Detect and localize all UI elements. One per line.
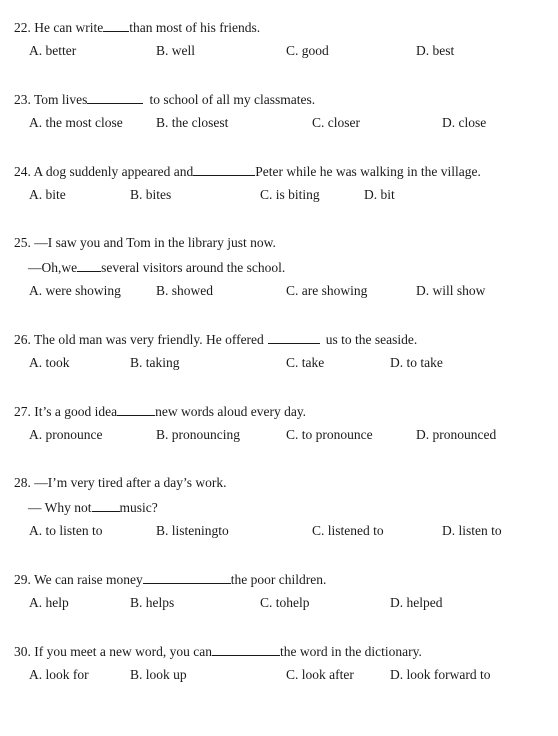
question-27 [14, 403, 306, 420]
question-stem: 29. We can raise money [14, 572, 143, 587]
option-a: A. the most close [29, 115, 123, 130]
option-b: B. helps [130, 595, 175, 610]
option-b: B. listeningto [156, 523, 229, 538]
question-stem: — Why not [28, 500, 92, 515]
question-28: 28. —I’m very tired after a day’s work. [14, 475, 227, 490]
option-c: C. good [286, 43, 329, 58]
question-stem: 23. Tom lives [14, 92, 88, 107]
answer-blank [92, 499, 120, 512]
option-b: B. bites [130, 187, 172, 202]
option-d: D. will show [416, 283, 486, 298]
question-24 [14, 163, 481, 180]
option-a: A. were showing [29, 283, 121, 298]
option-a: A. look for [29, 667, 89, 682]
question-stem: Peter while he was walking in the village. [255, 164, 481, 179]
question-25-response [28, 259, 285, 276]
option-a: A. bite [29, 187, 66, 202]
option-d: D. pronounced [416, 427, 497, 442]
option-b: B. pronouncing [156, 427, 240, 442]
option-b: B. taking [130, 355, 180, 370]
option-b: B. showed [156, 283, 213, 298]
option-c: C. listened to [312, 523, 384, 538]
answer-blank [268, 331, 320, 344]
question-30 [14, 643, 422, 660]
option-c: C. tohelp [260, 595, 310, 610]
option-b: B. look up [130, 667, 187, 682]
answer-blank [212, 643, 280, 656]
option-c: C. is biting [260, 187, 320, 202]
option-c: C. to pronounce [286, 427, 373, 442]
option-d: D. helped [390, 595, 443, 610]
question-stem: than most of his friends. [129, 20, 261, 35]
question-stem: us to the seaside. [325, 332, 418, 347]
question-stem: the poor children. [230, 572, 327, 587]
option-a: A. took [29, 355, 70, 370]
question-stem: 30. If you meet a new word, you can [14, 644, 212, 659]
answer-blank [77, 259, 101, 272]
question-26 [14, 331, 417, 348]
question-22 [14, 19, 260, 36]
option-b: B. the closest [156, 115, 229, 130]
question-28-response [28, 499, 158, 516]
question-stem: 27. It’s a good idea [14, 404, 118, 419]
question-stem: 22. He can write [14, 20, 104, 35]
answer-blank [103, 19, 129, 32]
answer-blank [143, 571, 231, 584]
question-25: 25. —I saw you and Tom in the library just now. [14, 235, 276, 250]
question-stem: 24. A dog suddenly appeared and [14, 164, 194, 179]
option-b: B. well [156, 43, 195, 58]
answer-blank [87, 91, 143, 104]
option-d: D. best [416, 43, 455, 58]
option-a: A. better [29, 43, 77, 58]
question-stem: music? [119, 500, 158, 515]
question-stem: to school of all my classmates. [149, 92, 316, 107]
answer-blank [193, 163, 255, 176]
option-c: C. take [286, 355, 325, 370]
question-23 [14, 91, 315, 108]
option-a: A. pronounce [29, 427, 103, 442]
question-stem: new words aloud every day. [155, 404, 307, 419]
question-stem: 26. The old man was very friendly. He offered [14, 332, 264, 347]
question-stem: several visitors around the school. [101, 260, 286, 275]
option-a: A. help [29, 595, 69, 610]
option-d: D. to take [390, 355, 443, 370]
option-c: C. closer [312, 115, 360, 130]
question-stem: —Oh,we [28, 260, 78, 275]
answer-blank [117, 403, 155, 416]
option-d: D. look forward to [390, 667, 491, 682]
option-c: C. look after [286, 667, 354, 682]
option-d: D. listen to [442, 523, 502, 538]
question-29 [14, 571, 326, 588]
option-c: C. are showing [286, 283, 368, 298]
option-d: D. bit [364, 187, 395, 202]
question-stem: the word in the dictionary. [279, 644, 422, 659]
option-d: D. close [442, 115, 487, 130]
option-a: A. to listen to [29, 523, 103, 538]
